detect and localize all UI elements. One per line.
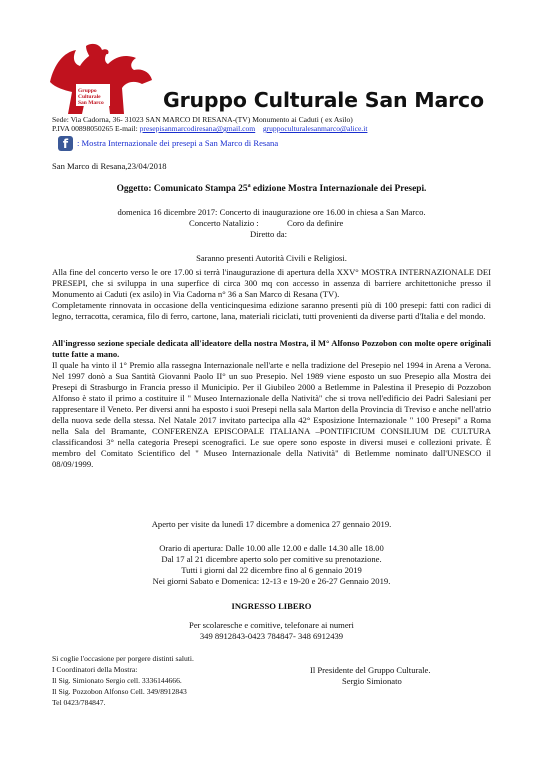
- paragraph-renewal: Completamente rinnovata in occasione della venticinquesima edizione saranno presenti più di 100 presepi: fatti con radici di legno, terracotta, ceramica, filo di ferro, cartone, lana, materiali riciclati, tutti provenienti da diverse parti d'Italia e del mondo.: [52, 300, 491, 322]
- concert-label: Concerto Natalizio :: [189, 218, 259, 228]
- director-line: Diretto da:: [250, 229, 287, 239]
- hours-line-1: Orario di apertura: Dalle 10.00 alle 12.00 e dalle 14.30 alle 18.00: [159, 543, 384, 553]
- president-title: Il Presidente del Gruppo Culturale.: [310, 665, 431, 675]
- facebook-row[interactable]: [58, 134, 278, 152]
- date-line: San Marco di Resana,23/04/2018: [52, 161, 167, 171]
- logo-text: Gruppo Culturale San Marco: [78, 88, 104, 106]
- vat-email-label: P.IVA 00898050265 E-mail:: [52, 124, 138, 133]
- bold-paragraph: All'ingresso sezione speciale dedicata all'ideatore della nostra Mostra, il M° Alfonso Pozzobon con molte opere originali tutte fatte a mano.: [52, 338, 491, 360]
- event-line: domenica 16 dicembre 2017: Concerto di inaugurazione ore 16.00 in chiesa a San Marco.: [117, 207, 426, 217]
- telephone-line: Tel 0423/784847.: [52, 698, 106, 707]
- hours-line-3: Tutti i giorni dal 22 dicembre fino al 6 gennaio 2019: [181, 565, 362, 575]
- president-name: Sergio Simionato: [342, 676, 402, 686]
- facebook-icon: f: [58, 136, 73, 151]
- header-contacts: [52, 124, 367, 133]
- hours-line-2: Dal 17 al 21 dicembre aperto solo per comitive su prenotazione.: [161, 554, 382, 564]
- greeting-line: Si coglie l'occasione per porgere distinti saluti.: [52, 654, 194, 663]
- header-address: Sede: Via Cadorna, 36- 31023 SAN MARCO DI RESANA-(TV) Monumento ai Caduti ( ex Asilo): [52, 115, 353, 124]
- schools-line: Per scolaresche e comitive, telefonare ai numeri: [189, 620, 354, 630]
- organization-name: Gruppo Culturale San Marco: [163, 88, 484, 112]
- authorities-line: Saranno presenti Autorità Civili e Religiosi.: [196, 253, 347, 263]
- facebook-text: : Mostra Internazionale dei presepi a San Marco di Resana: [77, 138, 279, 148]
- coordinators-title: I Coordinatori della Mostra:: [52, 665, 138, 674]
- paragraph-inauguration: Alla fine del concerto verso le ore 17.00 si terrà l'inaugurazione di apertura della XXV° MOSTRA INTERNAZIONALE DEI PRESEPI, che si sviluppa in una superfice di circa 300 mq con accesso in assenza di barriere architettoniche presso il Monumento ai Caduti (ex asilo) in Via Cadorna n° 36 a San Marco di Resana (TV).: [52, 267, 491, 300]
- email-link-1[interactable]: presepisanmarcodiresana@gmail.com: [139, 124, 256, 133]
- coordinator-1: Il Sig. Simionato Sergio cell. 3336144666.: [52, 676, 182, 685]
- coordinator-2: Il Sig. Pozzobon Alfonso Cell. 349/8912843: [52, 687, 187, 696]
- phone-numbers: 349 8912843-0423 784847- 348 6912439: [199, 631, 344, 641]
- biography-paragraph: Il quale ha vinto il 1° Premio alla rassegna Internazionale nell'arte e nella tradizione del Presepio nel 1994 in Arena a Verona. Nel 1997 donò a Sua Santità Giovanni Paolo II° un suo Presepio. Nel 1989 viene esposto un suo Presepio alla Mostra dei Presepi di Strasburgo in Francia presso il Municipio. Per il Giubileo 2000 a Betlemme in Palestina il Presepio di Pozzobon Alfonso è stato il primo a costituire il " Museo Internazionale della Natività" che si trova nell'edificio dei Padri Salesiani per rappresentare il Veneto. Per diversi anni ha esposto i suoi Presepi nella sala Marton della Provincia di Treviso e anche nell'atrio della nuova sede della stessa. Nel Natale 2017 invitato partecipa alla 42° Esposizione Internazionale " 100 Presepi" a Roma nella Sala del Bramante, CONFERENZA EPISCOPALE ITALIANA –PONTIFICIUM CONSILIUM DE CULTURA classificandosi 3° nella categoria Presepi scenografici. Le sue opere sono esposte in diversi musei e collezioni private. È membro del Comitato Scientifico del " Museo Internazionale della Natività" di Betlemme nominato dall'UNESCO il 08/09/1999.: [52, 360, 491, 469]
- hours-line-4: Nei giorni Sabato e Domenica: 12-13 e 19-20 e 26-27 Gennaio 2019.: [152, 576, 391, 586]
- email-link-2[interactable]: gruppoculturalesanmarco@alice.it: [262, 124, 368, 133]
- body-paragraphs: [52, 267, 491, 322]
- free-entry: INGRESSO LIBERO: [231, 601, 312, 611]
- visits-line: Aperto per visite da lunedì 17 dicembre a domenica 27 gennaio 2019.: [151, 519, 392, 529]
- subject-line: Oggetto: Comunicato Stampa 25$^a$ edizione Mostra Internazionale dei Presepi.: [116, 182, 427, 194]
- concert-value: Coro da definire: [287, 218, 344, 228]
